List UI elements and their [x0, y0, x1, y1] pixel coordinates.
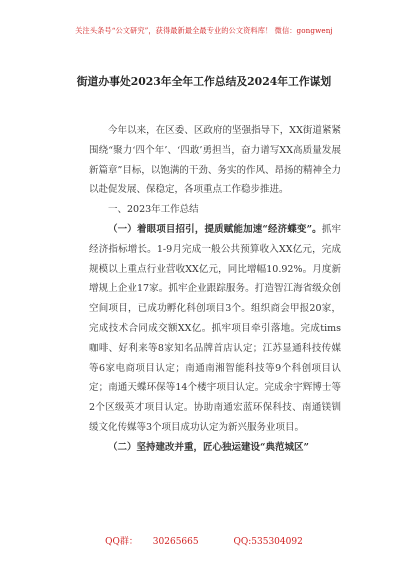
section-heading: 一、2023年工作总结: [108, 204, 199, 216]
subsection-1-heading: （一）着眼项目招引，提质赋能加速“经济蝶变”。: [108, 223, 322, 235]
subsection-1: [89, 220, 341, 438]
subsection-1-body: 抓牢经济指标增长。1-9月完成一般公共预算收入XX亿元，完成规模以上重点行业营收XX亿元，同比增幅10.92%。月度新增规上企业17家。抓牢企业跟踪服务。打造智江海省级众创空间项目，已成功孵化科创项目3个。组织商会甲报20家，完成技术合同成交额XX亿。抓牢项目牵引落地。完成tims咖啡、好利来等8家知名品牌首店认定；江苏显通科技传媒等6家电商项目认定；南通南湘智能科技等9个科创项目认定；南通天蝶环保等14个楼宇项目认定。完成余宇辉博士等2个区级英才项目认定。协助南通宏蓝环保科技、南通镁钏缓文化传媒等3个项目成功认定为新兴服务业项目。: [89, 223, 341, 433]
footer-contact: [0, 534, 408, 547]
intro-block: [89, 121, 341, 458]
footer-qq: QQ:535304092: [233, 537, 303, 547]
footer-qq-group: QQ群： 30265665: [105, 537, 199, 547]
subsection-2-heading: （二）坚持建改并重，匠心独运建设“典范城区”: [108, 441, 309, 453]
promo-banner: 关注头条号“公文研究”，获得最新最全最专业的公文资料库！ 微信：gongwenj: [75, 26, 333, 35]
intro-paragraph: 今年以来，在区委、区政府的坚强指导下，XX街道紧紧围绕“聚力‘四个年’、‘四敢’勇担当，奋力谱写XX高质量发展新篇章”目标，以饱满的干劲、务实的作风、昂扬的精神全力以赴促发展、保稳定，各项重点工作稳步推进。: [89, 125, 341, 196]
document-title: 街道办事处2023年全年工作总结及2024年工作谋划: [76, 75, 332, 88]
